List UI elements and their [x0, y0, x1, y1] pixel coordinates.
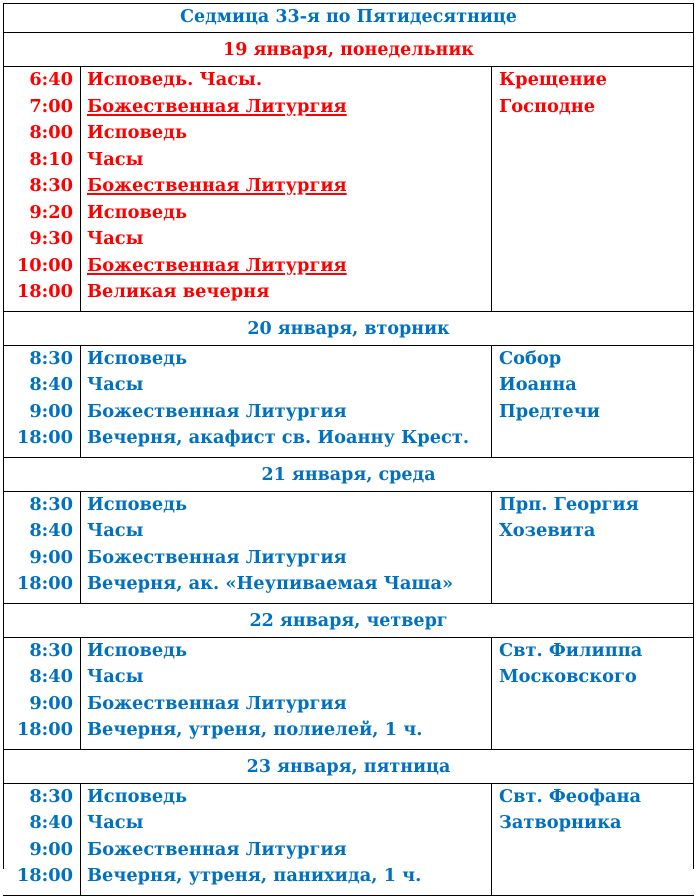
service-time: 8:30	[29, 493, 73, 515]
service-row	[3, 837, 491, 864]
service-time: 18:00	[16, 719, 73, 740]
service-row	[3, 120, 491, 147]
service-time: 6:40	[29, 69, 73, 90]
service-name: Божественная Литургия	[87, 692, 347, 714]
service-row	[3, 67, 491, 94]
service-row	[3, 173, 491, 200]
service-name: Часы	[87, 148, 144, 170]
service-time: 8:30	[29, 639, 73, 661]
day-block	[3, 346, 694, 458]
feast-name-line: Свт. Филиппа	[499, 639, 643, 661]
service-name: Великая вечерня	[87, 281, 270, 302]
service-row	[3, 94, 491, 121]
service-time: 8:40	[29, 812, 73, 833]
service-time: 18:00	[16, 573, 73, 594]
service-row	[3, 691, 491, 718]
service-row	[3, 226, 491, 253]
day-header: 21 января, среда	[3, 458, 694, 492]
service-row	[3, 664, 491, 691]
feast-name-line: Иоанна	[499, 374, 577, 395]
service-row	[3, 399, 491, 426]
column-divider	[491, 67, 492, 311]
service-time: 18:00	[16, 427, 73, 448]
column-divider	[491, 492, 492, 603]
column-divider	[491, 346, 492, 457]
service-name: Божественная Литургия	[87, 838, 347, 860]
service-name: Божественная Литургия	[87, 175, 347, 196]
service-name: Исповедь. Часы.	[87, 69, 263, 90]
service-time: 18:00	[16, 865, 73, 886]
feast-name-line: Московского	[499, 666, 637, 687]
day-block	[3, 67, 694, 312]
service-row	[3, 253, 491, 280]
day-header: 19 января, понедельник	[3, 33, 694, 67]
service-row	[3, 784, 491, 811]
service-time: 8:30	[29, 175, 73, 196]
feast-name-line: Господне	[499, 95, 596, 117]
service-name: Божественная Литургия	[87, 400, 347, 422]
feast-name-line: Свт. Феофана	[499, 785, 642, 807]
service-time: 9:00	[29, 692, 73, 714]
service-row	[3, 279, 491, 306]
service-row	[3, 147, 491, 174]
service-time: 8:40	[29, 374, 73, 395]
service-time: 8:30	[29, 785, 73, 807]
day-block	[3, 638, 694, 750]
column-divider	[491, 638, 492, 749]
schedule-table	[3, 3, 694, 886]
feast-name-line: Хозевита	[499, 520, 596, 541]
service-name: Вечерня, ак. «Неупиваемая Чаша»	[87, 573, 454, 594]
feast-name-line: Затворника	[499, 812, 622, 833]
day-block	[3, 784, 694, 896]
day-header: 22 января, четверг	[3, 604, 694, 638]
service-time: 9:20	[29, 201, 73, 223]
day-header: 20 января, вторник	[3, 312, 694, 346]
service-row	[3, 545, 491, 572]
service-time: 9:00	[29, 400, 73, 422]
service-time: 18:00	[16, 281, 73, 302]
service-row	[3, 346, 491, 373]
service-time: 9:00	[29, 838, 73, 860]
service-name: Часы	[87, 666, 144, 687]
service-time: 8:00	[29, 122, 73, 143]
service-row	[3, 638, 491, 665]
service-name: Вечерня, акафист св. Иоанну Крест.	[87, 427, 470, 448]
service-row	[3, 518, 491, 545]
service-name: Божественная Литургия	[87, 546, 347, 568]
service-time: 9:00	[29, 546, 73, 568]
feast-name-line: Предтечи	[499, 400, 600, 422]
service-name: Исповедь	[87, 347, 188, 369]
service-name: Часы	[87, 228, 144, 249]
service-row	[3, 372, 491, 399]
service-name: Исповедь	[87, 201, 188, 223]
service-row	[3, 571, 491, 598]
service-time: 8:40	[29, 666, 73, 687]
service-name: Исповедь	[87, 493, 188, 515]
service-time: 9:30	[29, 228, 73, 249]
service-name: Часы	[87, 812, 144, 833]
service-time: 7:00	[29, 95, 73, 117]
service-time: 8:10	[29, 148, 73, 170]
feast-name-line: Собор	[499, 347, 562, 369]
service-row	[3, 717, 491, 744]
service-name: Исповедь	[87, 122, 188, 143]
service-row	[3, 425, 491, 452]
column-divider	[491, 784, 492, 895]
service-time: 8:30	[29, 347, 73, 369]
service-name: Исповедь	[87, 785, 188, 807]
day-header: 23 января, пятница	[3, 750, 694, 784]
day-block	[3, 492, 694, 604]
week-title: Седмица 33-я по Пятидесятнице	[3, 3, 694, 33]
service-row	[3, 863, 491, 890]
service-name: Божественная Литургия	[87, 254, 347, 276]
feast-name-line: Крещение	[499, 69, 607, 90]
service-time: 8:40	[29, 520, 73, 541]
service-name: Часы	[87, 374, 144, 395]
service-name: Исповедь	[87, 639, 188, 661]
service-row	[3, 492, 491, 519]
service-row	[3, 810, 491, 837]
service-time: 10:00	[16, 254, 73, 276]
feast-name-line: Прп. Георгия	[499, 493, 639, 515]
service-row	[3, 200, 491, 227]
service-name: Божественная Литургия	[87, 95, 347, 117]
service-name: Вечерня, утреня, полиелей, 1 ч.	[87, 719, 423, 740]
service-name: Вечерня, утреня, панихида, 1 ч.	[87, 865, 422, 886]
service-name: Часы	[87, 520, 144, 541]
